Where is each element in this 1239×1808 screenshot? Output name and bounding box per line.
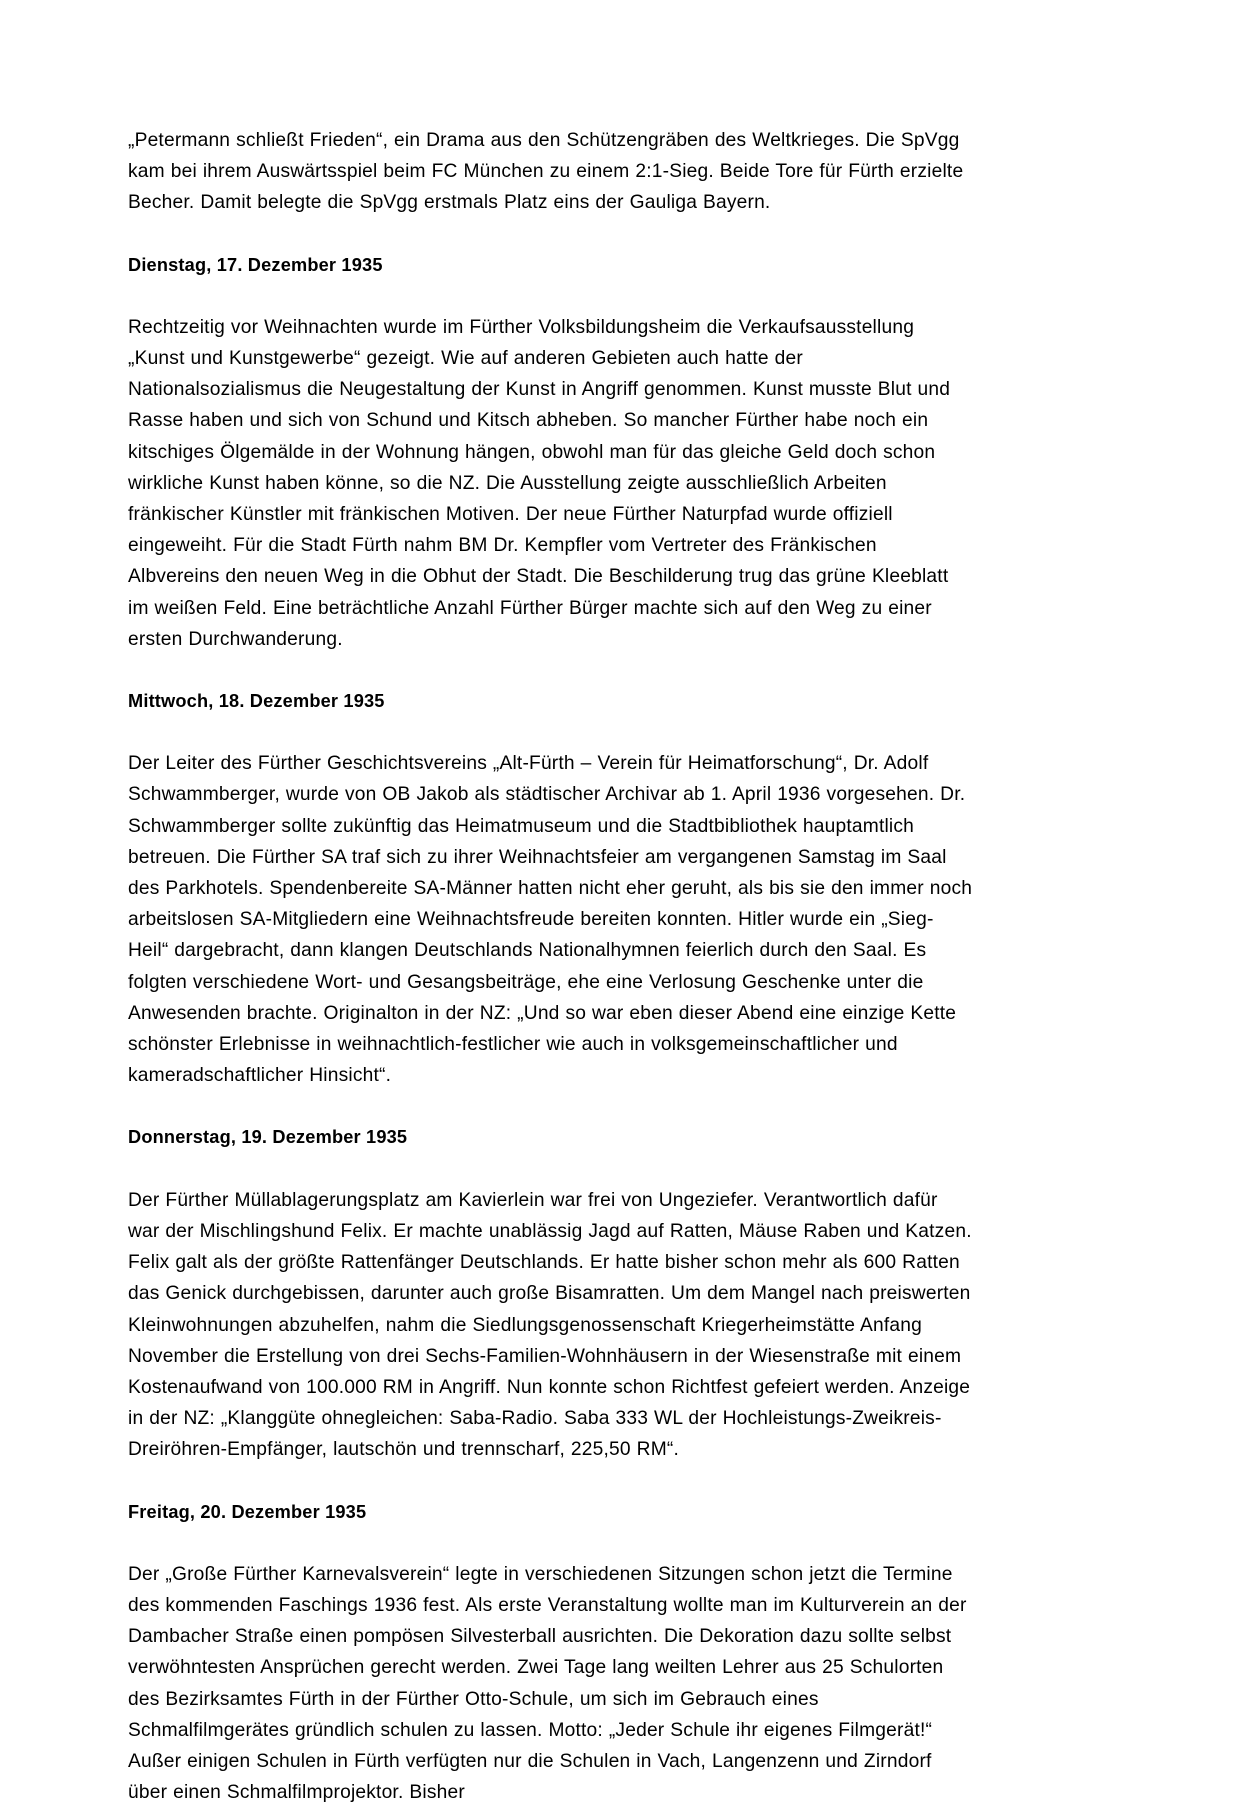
paragraph-19-dezember: Der Fürther Müllablagerungsplatz am Kavierlein war frei von Ungeziefer. Verantwortlich dafür war der Mischlingshund Felix. Er machte unablässig Jagd auf Ratten, Mäuse Raben und Katzen. Felix galt als der größte Rattenfänger Deutschlands. Er hatte bisher schon mehr als 600 Ratten das Genick durchgebissen, darunter auch große Bisamratten. Um dem Mangel nach preiswerten Kleinwohnungen abzuhelfen, nahm die Siedlungsgenossenschaft Kriegerheimstätte Anfang November die Erstellung von drei Sechs-Familien-Wohnhäusern in der Wiesenstraße mit einem Kostenaufwand von 100.000 RM in Angriff. Nun konnte schon Richtfest gefeiert werden. Anzeige in der NZ: „Klanggüte ohnegleichen: Saba-Radio. Saba 333 WL der Hochleistungs-Zweikreis-Dreiröhren-Empfänger, lautschön und trennscharf, 225,50 RM“. (128, 1189, 972, 1461)
spacer (128, 1091, 973, 1122)
paragraph-18-dezember: Der Leiter des Fürther Geschichtsvereins „Alt-Fürth – Verein für Heimatforschung“, Dr. Adolf Schwammberger, wurde von OB Jakob als städtischer Archivar ab 1. April 1936 vorgesehen. Dr. Schwammberger sollte zukünftig das Heimatmuseum und die Stadtbibliothek hauptamtlich betreuen. Die Fürther SA traf sich zu ihrer Weihnachtsfeier am vergangenen Samstag im Saal des Parkhotels. Spendenbereite SA-Männer hatten nicht eher geruht, als bis sie den immer noch arbeitslosen SA-Mitgliedern eine Weihnachtsfreude bereiten konnten. Hitler wurde ein „Sieg-Heil“ dargebracht, dann klangen Deutschlands Nationalhymnen feierlich durch den Saal. Es folgten verschiedene Wort- und Gesangsbeiträge, ehe eine Verlosung Geschenke unter die Anwesenden brachte. Originalton in der NZ: „Und so war eben dieser Abend eine einzige Kette schönster Erlebnisse in weihnachtlich-festlicher wie auch in volksgemeinschaftlicher und kameradschaftlicher Hinsicht“. (128, 753, 973, 1087)
heading-freitag-20-dezember-1935: Freitag, 20. Dezember 1935 (128, 1501, 367, 1522)
heading-donnerstag-19-dezember-1935: Donnerstag, 19. Dezember 1935 (128, 1127, 408, 1148)
intro-paragraph: „Petermann schließt Frieden“, ein Drama aus den Schützengräben des Weltkrieges. Die SpVgg kam bei ihrem Auswärtsspiel beim FC München zu einem 2:1-Sieg. Beide Tore für Fürth erzielte Becher. Damit belegte die SpVgg erstmals Platz eins der Gauliga Bayern. (128, 130, 964, 214)
spacer (128, 219, 973, 250)
heading-dienstag-17-dezember-1935: Dienstag, 17. Dezember 1935 (128, 254, 383, 275)
spacer (128, 1154, 973, 1185)
spacer (128, 717, 973, 748)
heading-mittwoch-18-dezember-1935: Mittwoch, 18. Dezember 1935 (128, 691, 385, 712)
spacer (128, 281, 973, 312)
spacer (128, 1528, 973, 1559)
spacer (128, 655, 973, 686)
spacer (128, 1466, 973, 1497)
paragraph-20-dezember: Der „Große Fürther Karnevalsverein“ legte in verschiedenen Sitzungen schon jetzt die Termine des kommenden Faschings 1936 fest. Als erste Veranstaltung wollte man im Kulturverein an der Dambacher Straße einen pompösen Silvesterball ausrichten. Die Dekoration dazu sollte selbst verwöhntesten Ansprüchen gerecht werden. Zwei Tage lang weilten Lehrer aus 25 Schulorten des Bezirksamtes Fürth in der Fürther Otto-Schule, um sich im Gebrauch eines Schmalfilmgerätes gründlich schulen zu lassen. Motto: „Jeder Schule ihr eigenes Filmgerät!“ Außer einigen Schulen in Fürth verfügten nur die Schulen in Vach, Langenzenn und Zirndorf über einen Schmalfilmprojektor. Bisher (128, 1563, 967, 1804)
document-body (128, 125, 973, 1808)
paragraph-17-dezember: Rechtzeitig vor Weihnachten wurde im Fürther Volksbildungsheim die Verkaufsausstellung „Kunst und Kunstgewerbe“ gezeigt. Wie auf anderen Gebieten auch hatte der Nationalsozialismus die Neugestaltung der Kunst in Angriff genommen. Kunst musste Blut und Rasse haben und sich von Schund und Kitsch abheben. So mancher Fürther habe noch ein kitschiges Ölgemälde in der Wohnung hängen, obwohl man für das gleiche Geld doch schon wirkliche Kunst haben könne, so die NZ. Die Ausstellung zeigte ausschließlich Arbeiten fränkischer Künstler mit fränkischen Motiven. Der neue Fürther Naturpfad wurde offiziell eingeweiht. Für die Stadt Fürth nahm BM Dr. Kempfler vom Vertreter des Fränkischen Albvereins den neuen Weg in die Obhut der Stadt. Die Beschilderung trug das grüne Kleeblatt im weißen Feld. Eine beträchtliche Anzahl Fürther Bürger machte sich auf den Weg zu einer ersten Durchwanderung. (128, 316, 951, 650)
